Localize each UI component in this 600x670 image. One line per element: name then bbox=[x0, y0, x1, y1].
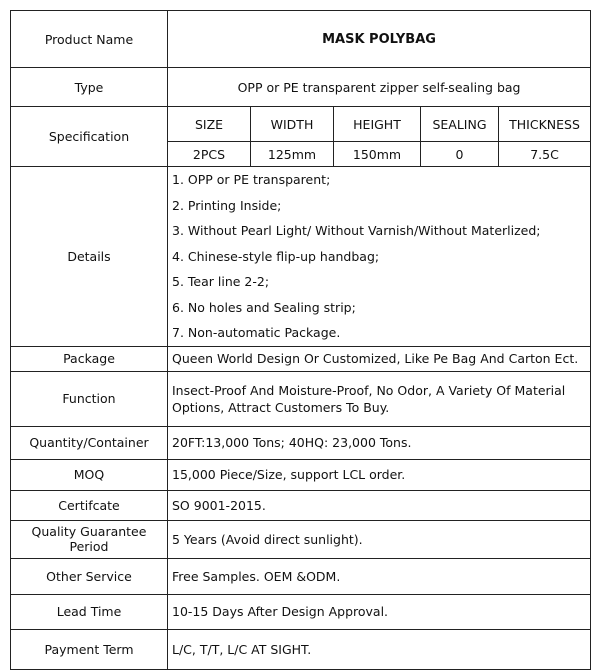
detail-line: 5. Tear line 2-2; bbox=[172, 274, 270, 289]
row-payment-term bbox=[11, 629, 591, 669]
row-function bbox=[11, 371, 591, 426]
row-quality-guarantee bbox=[11, 520, 591, 558]
spec-value-size: 2PCS bbox=[168, 142, 251, 167]
row-lead-time bbox=[11, 594, 591, 629]
spec-value-height: 150mm bbox=[334, 142, 421, 167]
quality-label-line1: Quality Guarantee bbox=[31, 524, 147, 539]
spec-header-thickness: THICKNESS bbox=[499, 107, 591, 142]
row-package bbox=[11, 346, 591, 371]
function-value: Insect-Proof And Moisture-Proof, No Odor, A Variety Of Material Options, Attract Customers To Buy. bbox=[168, 371, 591, 426]
lead-time-value: 10-15 Days After Design Approval. bbox=[168, 594, 591, 629]
spec-header-width: WIDTH bbox=[251, 107, 334, 142]
quality-label bbox=[11, 520, 168, 558]
spec-header-size: SIZE bbox=[168, 107, 251, 142]
detail-line: 2. Printing Inside; bbox=[172, 197, 282, 213]
function-label: Function bbox=[11, 371, 168, 426]
lead-time-label: Lead Time bbox=[11, 594, 168, 629]
detail-line: 7. Non-automatic Package. bbox=[172, 325, 341, 340]
row-moq bbox=[11, 459, 591, 490]
payment-term-label: Payment Term bbox=[11, 629, 168, 669]
quality-label-line2: Period bbox=[69, 539, 109, 554]
detail-line: 1. OPP or PE transparent; bbox=[172, 172, 331, 187]
detail-line: 3. Without Pearl Light/ Without Varnish/Without Materlized; bbox=[172, 223, 541, 238]
row-other-service bbox=[11, 558, 591, 594]
product-name-value: MASK POLYBAG bbox=[168, 11, 591, 68]
type-value: OPP or PE transparent zipper self-sealing bag bbox=[168, 68, 591, 107]
product-name-label: Product Name bbox=[11, 11, 168, 68]
detail-line: 4. Chinese-style flip-up handbag; bbox=[172, 248, 380, 264]
specification-label: Specification bbox=[11, 107, 168, 167]
certificate-label: Certifcate bbox=[11, 490, 168, 520]
spec-header-sealing: SEALING bbox=[421, 107, 499, 142]
quality-value: 5 Years (Avoid direct sunlight). bbox=[168, 520, 591, 558]
row-details bbox=[11, 167, 591, 347]
product-spec-table bbox=[10, 10, 591, 670]
row-certificate bbox=[11, 490, 591, 520]
package-value: Queen World Design Or Customized, Like Pe Bag And Carton Ect. bbox=[168, 346, 591, 371]
quantity-value: 20FT:13,000 Tons; 40HQ: 23,000 Tons. bbox=[168, 426, 591, 459]
spec-value-sealing: 0 bbox=[421, 142, 499, 167]
spec-value-width: 125mm bbox=[251, 142, 334, 167]
quantity-label: Quantity/Container bbox=[11, 426, 168, 459]
row-specification-headers bbox=[11, 107, 591, 142]
type-label: Type bbox=[11, 68, 168, 107]
spec-header-height: HEIGHT bbox=[334, 107, 421, 142]
row-product-name bbox=[11, 11, 591, 68]
other-service-value: Free Samples. OEM &ODM. bbox=[168, 558, 591, 594]
details-label: Details bbox=[11, 167, 168, 347]
moq-label: MOQ bbox=[11, 459, 168, 490]
package-label: Package bbox=[11, 346, 168, 371]
detail-line: 6. No holes and Sealing strip; bbox=[172, 299, 356, 315]
row-quantity bbox=[11, 426, 591, 459]
details-value bbox=[168, 167, 591, 347]
other-service-label: Other Service bbox=[11, 558, 168, 594]
spec-value-thickness: 7.5C bbox=[499, 142, 591, 167]
payment-term-value: L/C, T/T, L/C AT SIGHT. bbox=[168, 629, 591, 669]
moq-value: 15,000 Piece/Size, support LCL order. bbox=[168, 459, 591, 490]
row-type bbox=[11, 68, 591, 107]
certificate-value: SO 9001-2015. bbox=[168, 490, 591, 520]
